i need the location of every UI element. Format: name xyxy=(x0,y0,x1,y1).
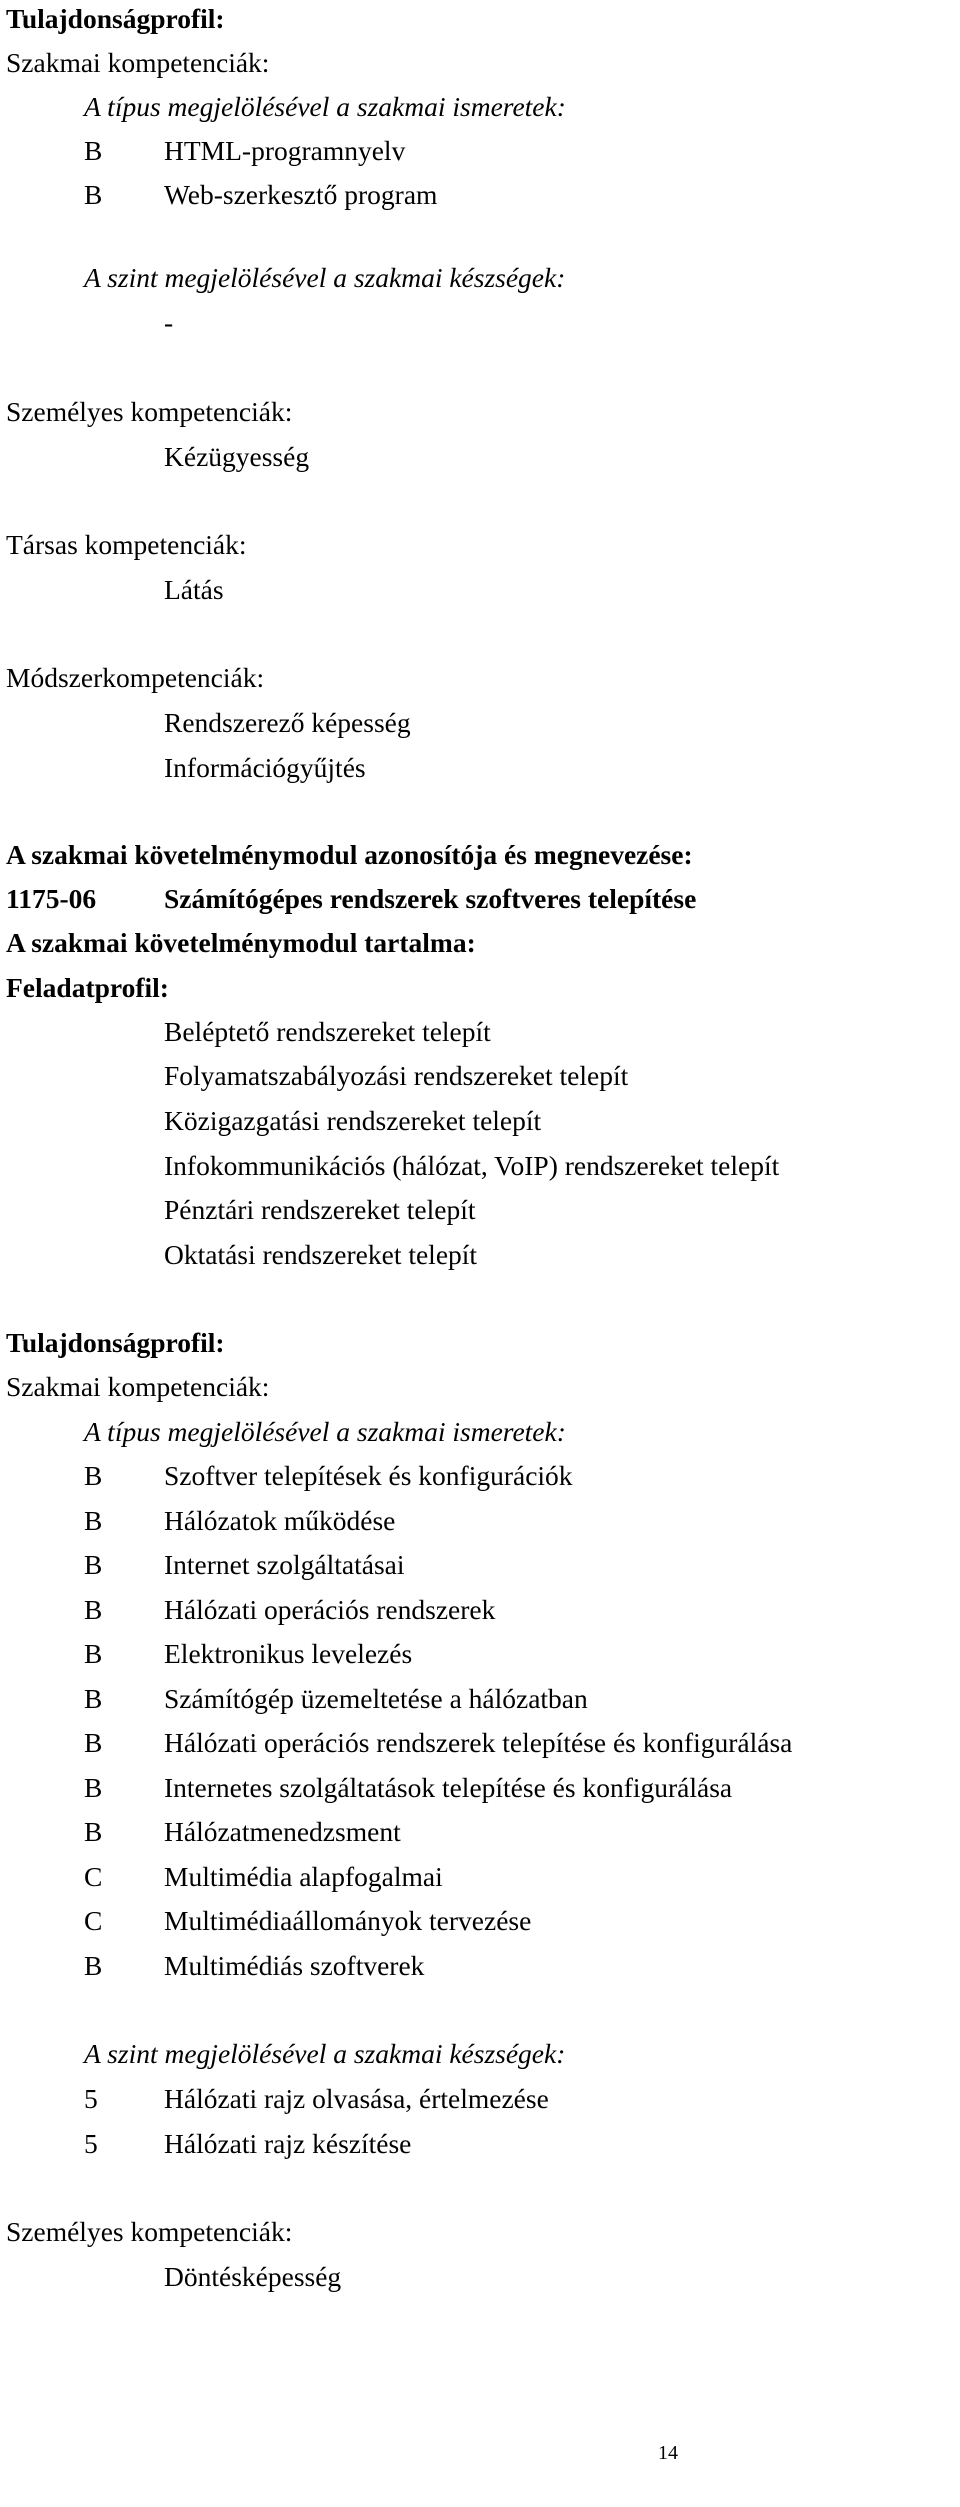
module-content-heading: A szakmai követelménymodul tartalma: xyxy=(6,927,476,958)
list-item-text: Hálózatmenedzsment xyxy=(164,1816,401,1847)
level-code: B xyxy=(84,1638,103,1669)
level-code: B xyxy=(84,135,103,166)
section-heading: Tulajdonságprofil: xyxy=(6,1327,225,1358)
keszsegek-value: - xyxy=(164,307,174,338)
list-item-text: Hálózatok működése xyxy=(164,1504,396,1536)
level-code: B xyxy=(84,1460,103,1491)
tarsas-kompetenciak-label: Társas kompetenciák: xyxy=(6,529,247,560)
szakmai-kompetenciak-label: Szakmai kompetenciák: xyxy=(6,47,270,78)
task-item: Folyamatszabályozási rendszereket telepít xyxy=(164,1060,629,1091)
level-code: B xyxy=(84,1816,103,1847)
list-item-text: Információgyűjtés xyxy=(164,752,366,783)
keszsegek-label: A szint megjelölésével a szakmai készségek: xyxy=(84,2038,566,2069)
level-code: 5 xyxy=(84,2083,98,2114)
szemelyes-kompetenciak-label: Személyes kompetenciák: xyxy=(6,2216,293,2247)
list-item-text: Rendszerező képesség xyxy=(164,707,411,738)
list-item-text: Döntésképesség xyxy=(164,2261,342,2292)
list-item-text: Internetes szolgáltatások telepítése és konfigurálása xyxy=(164,1771,733,1803)
list-item-text: Hálózati operációs rendszerek telepítése és konfigurálása xyxy=(164,1727,793,1758)
list-item-text: Kézügyesség xyxy=(164,441,310,472)
keszsegek-label: A szint megjelölésével a szakmai készségek: xyxy=(84,262,566,293)
level-code: 5 xyxy=(84,2128,98,2159)
modszerkompetenciak-label: Módszerkompetenciák: xyxy=(6,662,265,693)
list-item-text: Hálózati rajz készítése xyxy=(164,2128,412,2159)
list-item-text: Web-szerkesztő program xyxy=(164,179,438,210)
section-heading: Tulajdonságprofil: xyxy=(6,3,225,34)
list-item-text: Internet szolgáltatásai xyxy=(164,1549,405,1580)
list-item-text: Elektronikus levelezés xyxy=(164,1638,413,1669)
feladatprofil-heading: Feladatprofil: xyxy=(6,972,169,1003)
list-item-text: Multimédiás szoftverek xyxy=(164,1949,425,1981)
level-code: B xyxy=(84,179,103,210)
list-item-text: Hálózati rajz olvasása, értelmezése xyxy=(164,2083,549,2114)
level-code: B xyxy=(84,1504,103,1536)
module-title: Számítógépes rendszerek szoftveres telepítése xyxy=(164,883,697,914)
task-item: Beléptető rendszereket telepít xyxy=(164,1016,491,1047)
task-item: Oktatási rendszereket telepít xyxy=(164,1239,478,1270)
module-id-heading: A szakmai követelménymodul azonosítója és megnevezése: xyxy=(6,839,693,870)
list-item-text: Hálózati operációs rendszerek xyxy=(164,1593,496,1625)
list-item-text: Multimédiaállományok tervezése xyxy=(164,1905,532,1936)
task-item: Infokommunikációs (hálózat, VoIP) rendszereket telepít xyxy=(164,1150,780,1181)
task-item: Közigazgatási rendszereket telepít xyxy=(164,1105,542,1136)
ismeretek-label: A típus megjelölésével a szakmai ismeretek: xyxy=(84,1416,566,1447)
task-item: Pénztári rendszereket telepít xyxy=(164,1194,476,1225)
level-code: C xyxy=(84,1860,103,1892)
list-item-text: Multimédia alapfogalmai xyxy=(164,1860,443,1892)
list-item-text: Számítógép üzemeltetése a hálózatban xyxy=(164,1682,588,1714)
list-item-text: HTML-programnyelv xyxy=(164,135,406,166)
page-number: 14 xyxy=(658,2442,678,2464)
level-code: B xyxy=(84,1682,103,1714)
szemelyes-kompetenciak-label: Személyes kompetenciák: xyxy=(6,396,293,427)
list-item-text: Szoftver telepítések és konfigurációk xyxy=(164,1460,573,1491)
level-code: C xyxy=(84,1905,103,1936)
level-code: B xyxy=(84,1771,103,1803)
level-code: B xyxy=(84,1727,103,1758)
list-item-text: Látás xyxy=(164,574,224,605)
level-code: B xyxy=(84,1949,103,1981)
module-code: 1175-06 xyxy=(6,883,97,914)
level-code: B xyxy=(84,1549,103,1580)
level-code: B xyxy=(84,1593,103,1625)
szakmai-kompetenciak-label: Szakmai kompetenciák: xyxy=(6,1371,270,1402)
ismeretek-label: A típus megjelölésével a szakmai ismeretek: xyxy=(84,91,566,122)
